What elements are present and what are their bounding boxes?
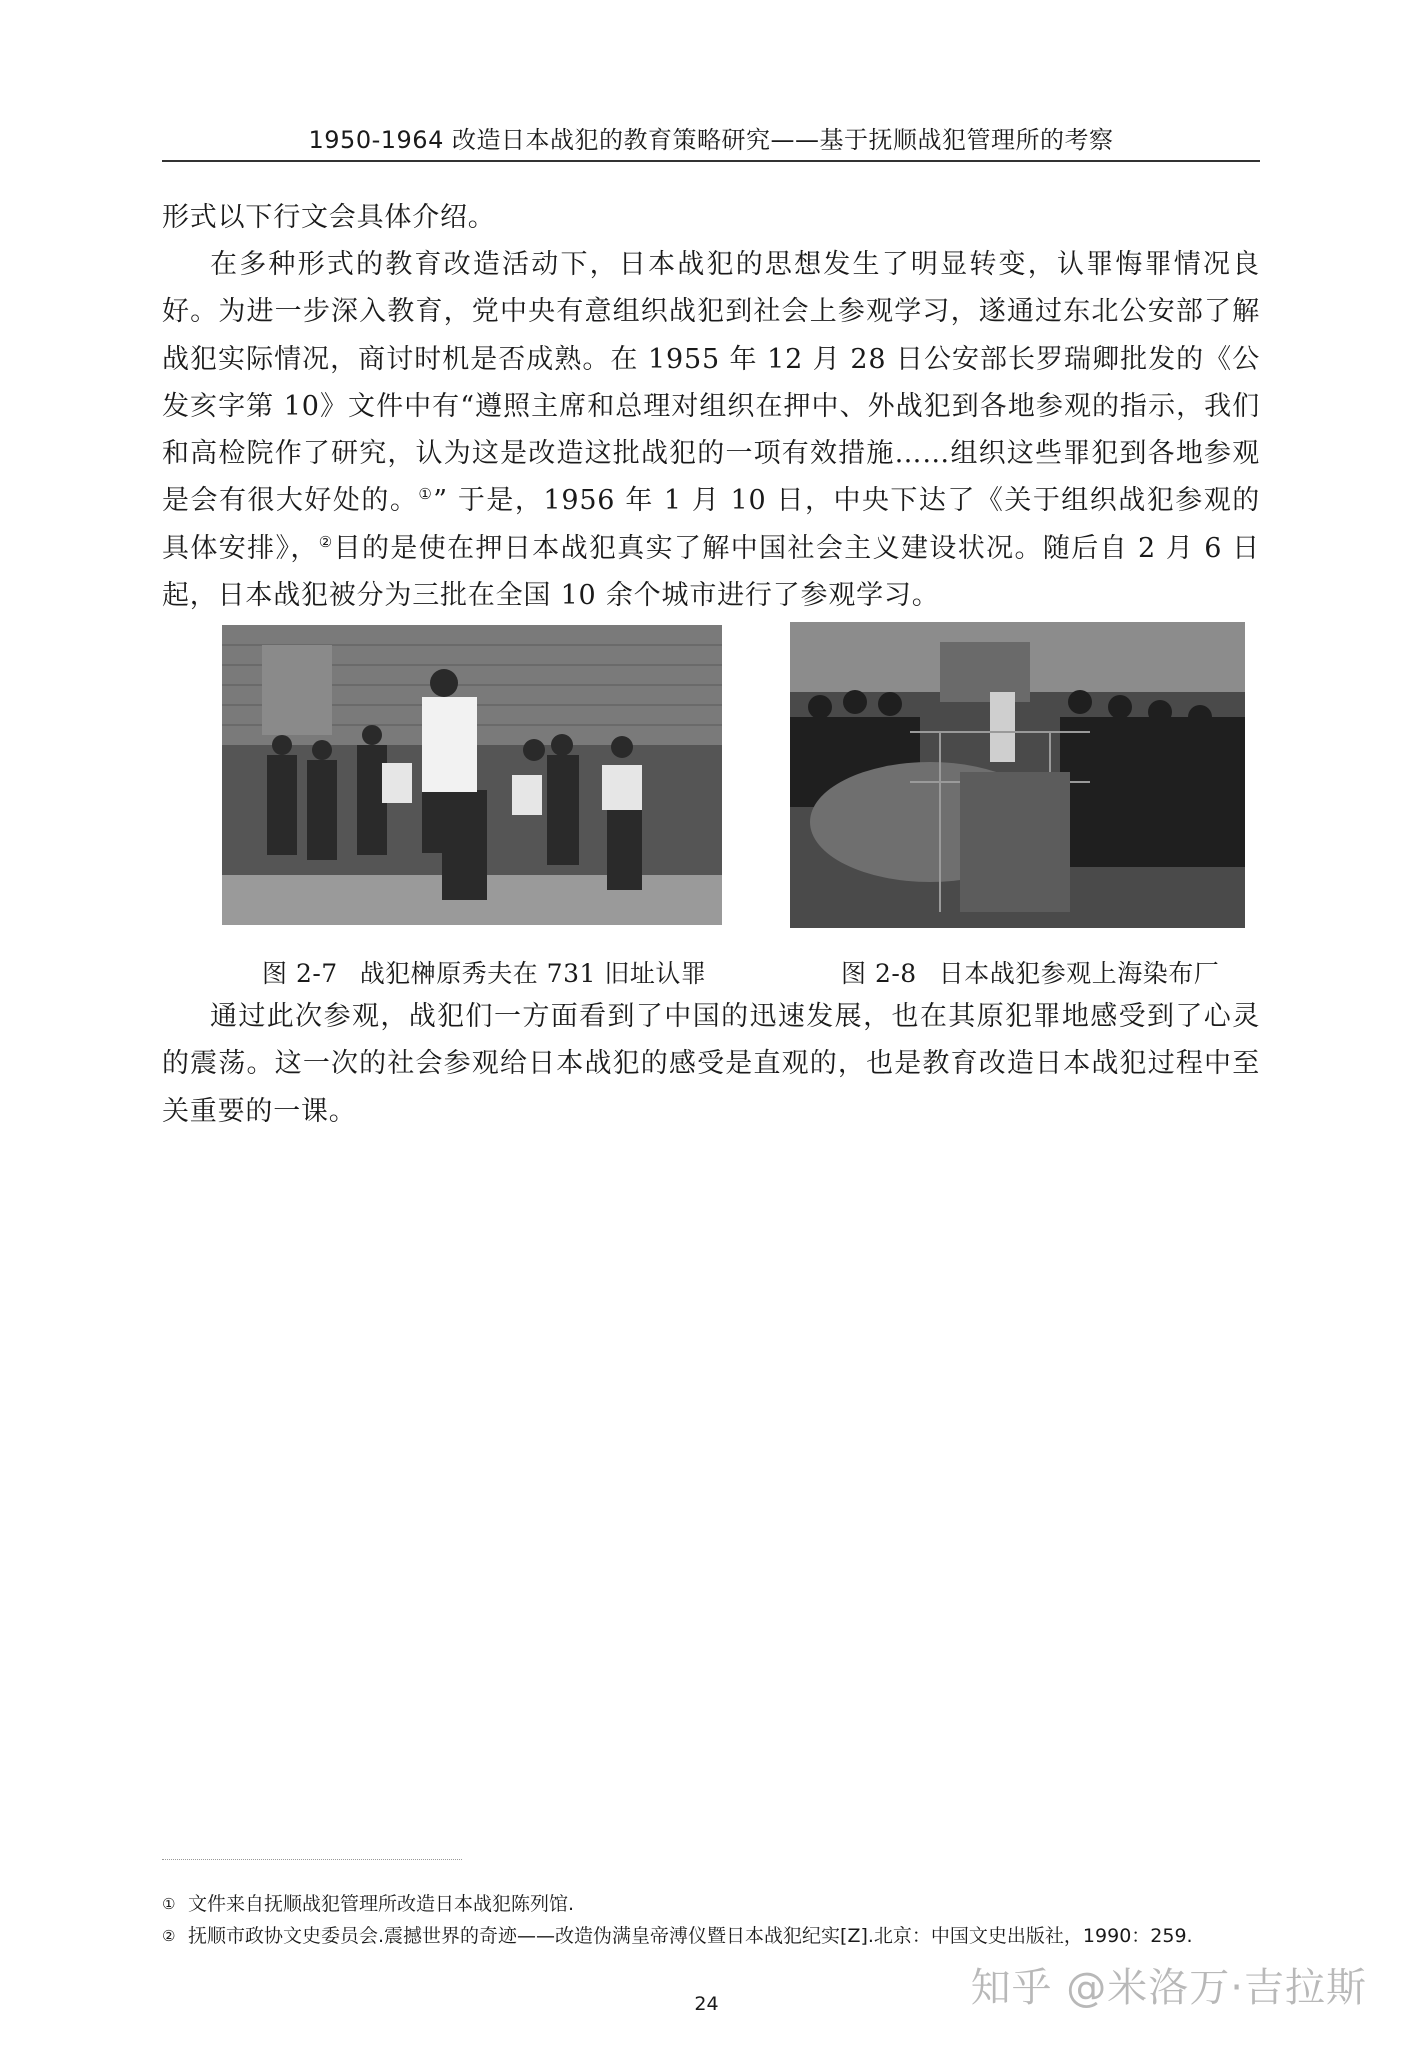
footnote-ref-1: ① [418,485,434,504]
figure-caption-text: 日本战犯参观上海染布厂 [938,959,1220,988]
footnote-text: 抚顺市政协文史委员会.震撼世界的奇迹——改造伪满皇帝溥仪暨日本战犯纪实[Z].北京：中国文史出版社，1990：259. [188,1925,1193,1947]
footnote-2 [162,1920,1262,1952]
footnote-text: 文件来自抚顺战犯管理所改造日本战犯陈列馆. [188,1893,575,1915]
paragraph-visit-arrangement [162,241,1260,619]
figure-caption-text: 战犯榊原秀夫在 731 旧址认罪 [359,959,707,988]
figure-photo-dye-factory [790,622,1245,928]
paragraph-text: 目的是使在押日本战犯真实了解中国社会主义建设状况。随后自 2 月 6 日起，日本战犯被分为三批在全国 10 余个城市进行了参观学习。 [162,532,1260,612]
paragraph-text: ” 于是，1956 年 1 月 10 日，中央下达了《关于组织战犯参观的具体安排》， [162,485,1260,564]
footnote-mark: ② [162,1927,176,1945]
paragraph-text: 在多种形式的教育改造活动下，日本战犯的思想发生了明显转变，认罪悔罪情况良好。为进一步深入教育，党中央有意组织战犯到社会上参观学习，遂通过东北公安部了解战犯实际情况，商讨时机是否成熟。在 1955 年 12 月 28 日公安部长罗瑞卿批发的《公发亥字第 10》文件中有“遵照主席和总理对组织在押中、外战犯到各地参观的指示，我们和高检院作了研究，认为这是改造这批战犯的一项有效措施……组织这些罪犯到各地参观是会有很大好处的。 [162,249,1260,517]
footnote-ref-2: ② [318,532,334,551]
figure-number: 图 2-7 [262,959,338,988]
running-header: 1950-1964 改造日本战犯的教育策略研究——基于抚顺战犯管理所的考察 [308,126,1114,154]
figure-number: 图 2-8 [841,959,917,988]
header-rule [162,160,1260,162]
footnote-separator [162,1859,462,1861]
figure-caption-2-7 [262,954,706,990]
watermark: 知乎 @米洛万·吉拉斯 [970,1965,1367,2011]
footnote-mark: ① [162,1895,176,1913]
figure-caption-2-8 [841,954,1219,990]
paragraph-conclusion: 通过此次参观，战犯们一方面看到了中国的迅速发展，也在其原犯罪地感受到了心灵的震荡。这一次的社会参观给日本战犯的感受是直观的，也是教育改造日本战犯过程中至关重要的一课。 [162,1001,1260,1127]
footnote-1 [162,1888,1262,1920]
page-number: 24 [694,1993,719,2015]
paragraph-intro: 形式以下行文会具体介绍。 [162,202,496,233]
figure-photo-confession [222,625,722,925]
